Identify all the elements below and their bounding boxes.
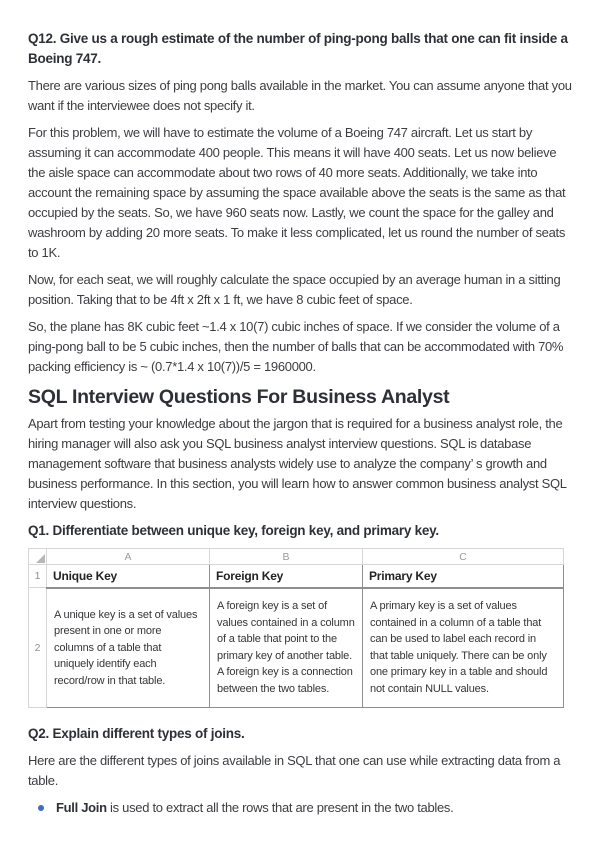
join-type-description: is used to extract all the rows that are present in the two tables. bbox=[106, 800, 454, 815]
cell-primary-key-header: Primary Key bbox=[363, 565, 564, 588]
paragraph-final-calculation: So, the plane has 8K cubic feet ~1.4 x 10(7) cubic inches of space. If we consider the volume of a ping-pong ball to be 5 cubic inches, then the number of balls that can be accommodated with 70% packing efficiency is ~ (0.7*1.4 x 10(7))/5 = 1960000. bbox=[28, 319, 564, 374]
cell-primary-key-definition: A primary key is a set of values contained in a column of a table that can be used to label each record in that table uniquely. There can be only one primary key in a table and should not contain NULL values. bbox=[363, 588, 564, 708]
spreadsheet-letters-row bbox=[29, 549, 564, 565]
paragraph-joins-intro: Here are the different types of joins available in SQL that one can use while extracting data from a table. bbox=[28, 753, 561, 788]
select-all-corner bbox=[29, 549, 47, 565]
section-title: SQL Interview Questions For Business Analyst bbox=[28, 386, 450, 408]
question-heading-q2: Q2. Explain different types of joins. bbox=[28, 726, 245, 741]
cell-unique-key-definition: A unique key is a set of values present in one or more columns of a table that uniquely identify each record/row in that table. bbox=[47, 588, 210, 708]
question-heading-q1: Q1. Differentiate between unique key, foreign key, and primary key. bbox=[28, 523, 439, 538]
question-heading-q12: Q12. Give us a rough estimate of the number of ping-pong balls that one can fit inside a Boeing 747. bbox=[28, 31, 568, 66]
cell-foreign-key-definition: A foreign key is a set of values contained in a column of a table that point to the primary key of another table. A foreign key is a connection between the two tables. bbox=[210, 588, 363, 708]
table-row-definitions bbox=[29, 588, 564, 708]
paragraph-section-intro: Apart from testing your knowledge about the jargon that is required for a business analyst role, the hiring manager will also ask you SQL business analyst interview questions. SQL is database management software that business analysts widely use to analyze the company’ s growth and business performance. In this section, you will learn how to answer common business analyst SQL interview questions. bbox=[28, 416, 567, 511]
row-number-2: 2 bbox=[29, 588, 47, 708]
column-letter-c: C bbox=[363, 549, 564, 565]
paragraph-volume-estimate: For this problem, we will have to estimate the volume of a Boeing 747 aircraft. Let us start by assuming it can accommodate 400 people. This means it will have 400 seats. Let us now believe the aisle space can accommodate about two rows of 40 more seats. Additionally, we take into account the remaining space by assuming the space available above the seats is the same as that occupied by the seats. So, we have 960 seats now. Lastly, we count the space for the galley and washroom by adding 20 more seats. To make it less complicated, let us round the number of seats to 1K. bbox=[28, 125, 566, 260]
join-type-name: Full Join bbox=[56, 800, 107, 815]
cell-foreign-key-header: Foreign Key bbox=[210, 565, 363, 588]
select-all-corner-icon bbox=[36, 554, 45, 563]
spreadsheet-table bbox=[28, 548, 564, 708]
bullet-dot-icon bbox=[38, 805, 44, 811]
list-item-full-join bbox=[28, 798, 572, 818]
table-row-headers bbox=[29, 565, 564, 588]
paragraph-seat-space: Now, for each seat, we will roughly calculate the space occupied by an average human in a sitting position. Taking that to be 4ft x 2ft x 1 ft, we have 8 cubic feet of space. bbox=[28, 272, 561, 307]
paragraph-ball-sizes: There are various sizes of ping pong balls available in the market. You can assume anyone that you want if the interviewee does not specify it. bbox=[28, 78, 572, 113]
row-number-1: 1 bbox=[29, 565, 47, 588]
cell-unique-key-header: Unique Key bbox=[47, 565, 210, 588]
column-letter-a: A bbox=[47, 549, 210, 565]
column-letter-b: B bbox=[210, 549, 363, 565]
